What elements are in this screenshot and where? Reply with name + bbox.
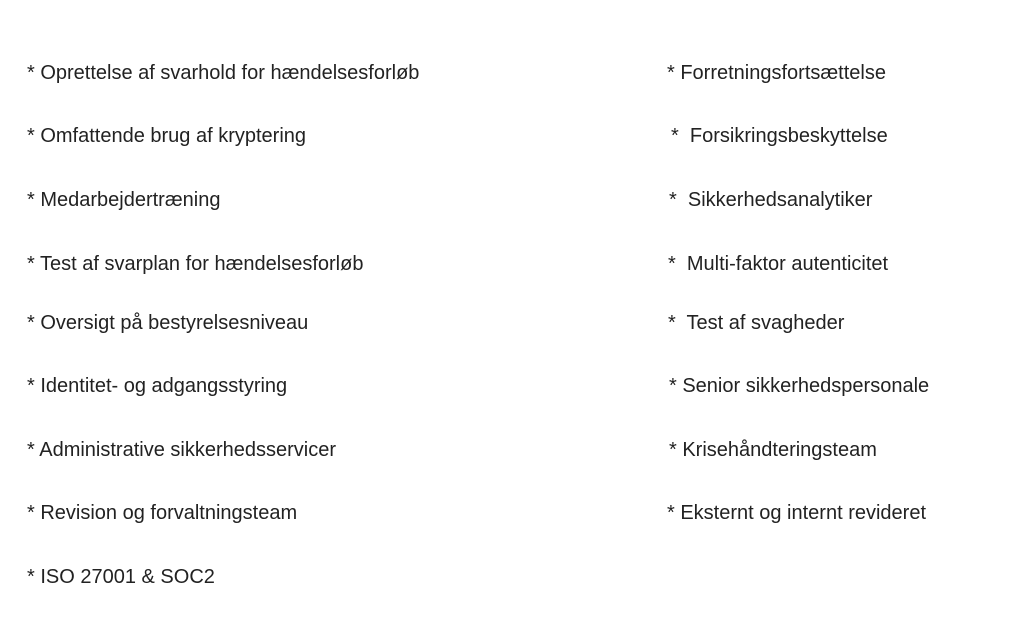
list-item: * Forsikringsbeskyttelse — [671, 125, 888, 147]
list-item: * Oversigt på bestyrelsesniveau — [27, 312, 309, 334]
list-item: * ISO 27001 & SOC2 — [27, 566, 215, 588]
list-item: * Oprettelse af svarhold for hændelsesforløb — [27, 62, 420, 84]
list-item: * Eksternt og internt revideret — [667, 502, 927, 524]
list-item: * Senior sikkerhedspersonale — [669, 375, 930, 397]
list-item: * Test af svagheder — [668, 312, 845, 334]
list-item: * Sikkerhedsanalytiker — [669, 189, 873, 211]
list-item: * Omfattende brug af kryptering — [27, 125, 307, 147]
list-item: * Forretningsfortsættelse — [667, 62, 886, 84]
list-item: * Krisehåndteringsteam — [669, 439, 877, 461]
list-item: * Medarbejdertræning — [27, 189, 221, 211]
list-item: * Test af svarplan for hændelsesforløb — [27, 253, 364, 275]
list-item: * Administrative sikkerhedsservicer — [27, 439, 336, 461]
list-item: * Revision og forvaltningsteam — [27, 502, 298, 524]
list-item: * Identitet- og adgangsstyring — [27, 375, 288, 397]
list-item: * Multi-faktor autenticitet — [668, 253, 889, 275]
